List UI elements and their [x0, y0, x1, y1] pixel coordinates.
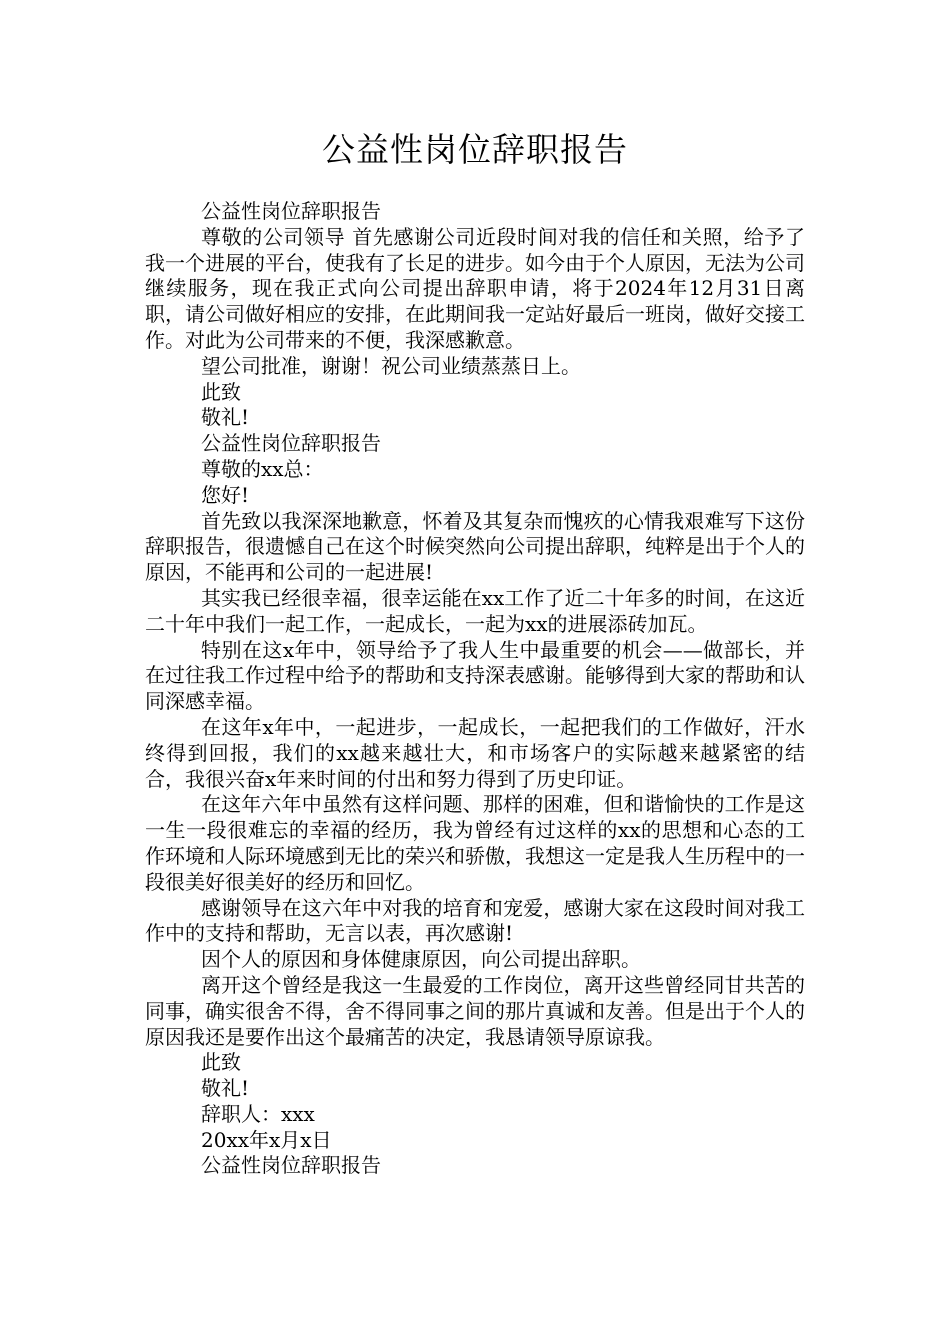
- paragraph-closing-1: 此致: [201, 379, 241, 404]
- paragraph-apology: 首先致以我深深地歉意，怀着及其复杂而愧疚的心情我艰难写下这份辞职报告，很遗憾自己在这个时候突然向公司提出辞职，纯粹是出于个人的原因，不能再和公司的一起进展!: [145, 508, 805, 585]
- paragraph-farewell: 离开这个曾经是我这一生最爱的工作岗位，离开这些曾经同甘共苦的同事，确实很舍不得，舍不得同事之间的那片真诚和友善。但是出于个人的原因我还是要作出这个最痛苦的决定，我恳请领导原谅我。: [145, 972, 805, 1049]
- paragraph-signatory: 辞职人：xxx: [201, 1101, 315, 1126]
- paragraph-heading-2: 公益性岗位辞职报告: [201, 431, 381, 456]
- paragraph-hello: 您好!: [201, 482, 250, 507]
- paragraph-gratitude-years: 其实我已经很幸福，很幸运能在xx工作了近二十年多的时间，在这近二十年中我们一起工作，一起成长，一起为xx的进展添砖加瓦。: [145, 585, 805, 636]
- paragraph-heading-3: 公益性岗位辞职报告: [201, 1153, 381, 1178]
- document-body: [145, 199, 805, 1179]
- paragraph-promotion: 特别在这x年中，领导给予了我人生中最重要的机会——做部长，并在过往我工作过程中给予的帮助和支持深表感谢。能够得到大家的帮助和认同深感幸福。: [145, 637, 805, 714]
- paragraph-closing-2: 此致: [201, 1050, 241, 1075]
- document-title: 公益性岗位辞职报告: [322, 130, 628, 169]
- paragraph-salute-1: 敬礼!: [201, 405, 250, 430]
- paragraph-reason: 因个人的原因和身体健康原因，向公司提出辞职。: [201, 947, 641, 972]
- paragraph-date: 20xx年x月x日: [201, 1127, 332, 1152]
- paragraph-greeting-intro: 尊敬的公司领导 首先感谢公司近段时间对我的信任和关照，给予了我一个进展的平台，使我有了长足的进步。如今由于个人原因，无法为公司继续服务，现在我正式向公司提出辞职申请，将于2024年12月31日离职，请公司做好相应的安排，在此期间我一定站好最后一班岗，做好交接工作。对此为公司带来的不便，我深感歉意。: [145, 224, 805, 352]
- paragraph-addressee: 尊敬的xx总：: [201, 456, 324, 481]
- paragraph-salute-2: 敬礼!: [201, 1076, 250, 1101]
- paragraph-wishes: 望公司批准，谢谢！祝公司业绩蒸蒸日上。: [201, 353, 581, 378]
- paragraph-progress: 在这年x年中，一起进步，一起成长，一起把我们的工作做好，汗水终得到回报，我们的xx越来越壮大，和市场客户的实际越来越紧密的结合，我很兴奋x年来时间的付出和努力得到了历史印证。: [145, 714, 805, 791]
- paragraph-six-years: 在这年六年中虽然有这样问题、那样的困难，但和谐愉快的工作是这一生一段很难忘的幸福的经历，我为曾经有过这样的xx的思想和心态的工作环境和人际环境感到无比的荣兴和骄傲，我想这一定是我人生历程中的一段很美好很美好的经历和回忆。: [145, 792, 805, 894]
- paragraph-heading: 公益性岗位辞职报告: [201, 199, 381, 223]
- paragraph-thanks: 感谢领导在这六年中对我的培育和宠爱，感谢大家在这段时间对我工作中的支持和帮助，无言以表，再次感谢!: [145, 895, 805, 946]
